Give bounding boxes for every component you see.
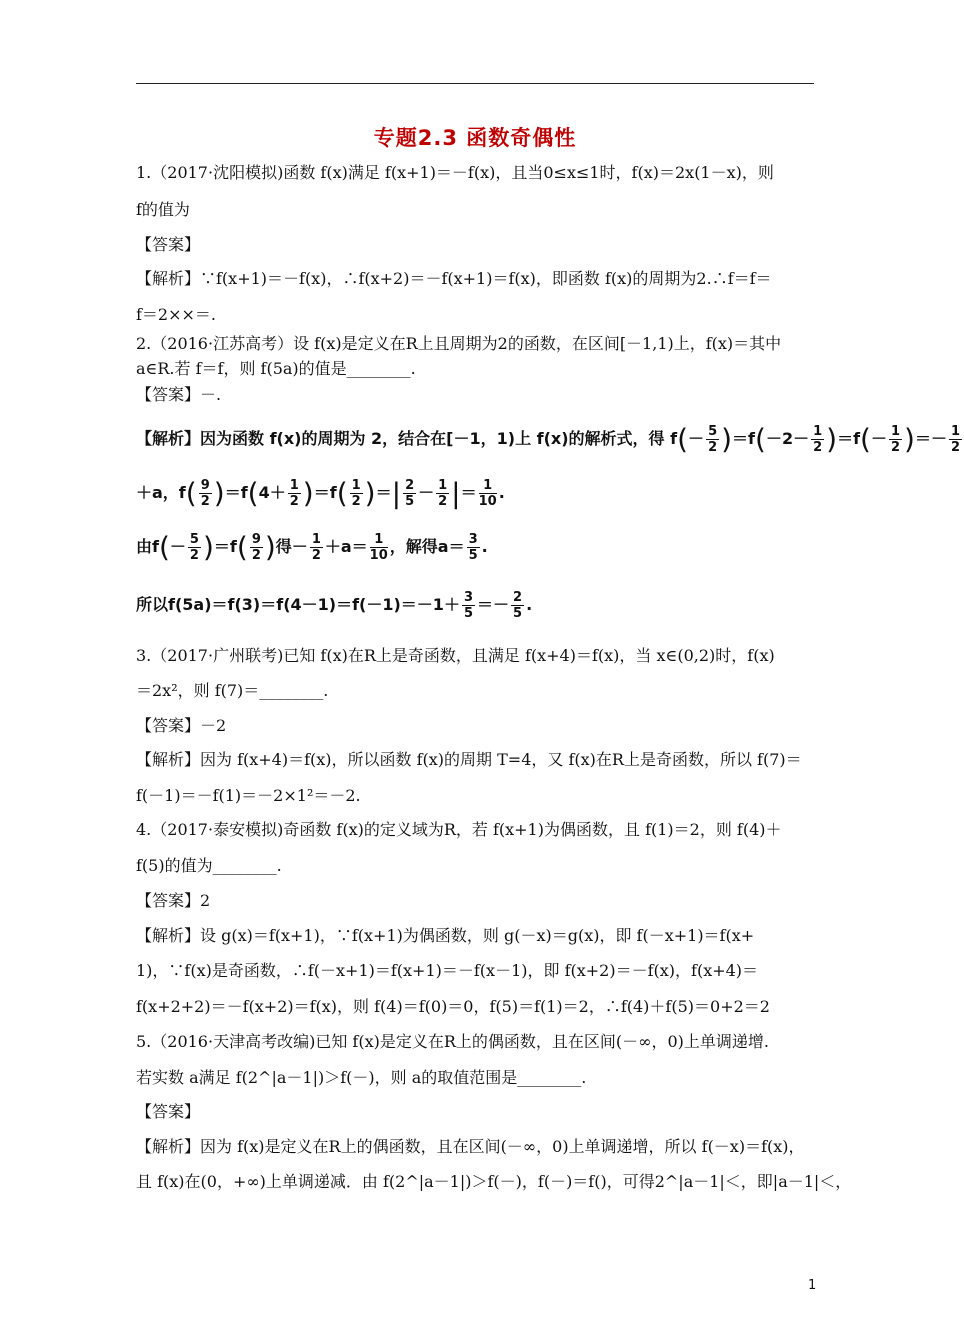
- q5-line-1: 5.（2016·天津高考改编)已知 f(x)是定义在R上的偶函数，且在区间(－∞，0)上单调递增.: [136, 1032, 769, 1051]
- q2-solution-p1: [136, 424, 964, 455]
- q3-solution-line-2: f(－1)＝－f(1)＝－2×1²＝－2.: [136, 786, 361, 805]
- page-number: 1: [808, 1278, 817, 1293]
- q2-line-1: 2.（2016·江苏高考）设 f(x)是定义在R上且周期为2的函数，在区间[－1,1)上，f(x)＝其中: [136, 334, 782, 353]
- q1-solution-line-2: f＝2××＝.: [136, 305, 217, 324]
- q2-solution-p1-math: f(－ $\frac{5}{2}$ )＝f(－2－ $\frac{1}{2}$ )＝f(－ $\frac{1}{2}$ )＝－ $\frac{1}{2}$: [670, 422, 961, 456]
- q2-solution-p1-text: 【解析】因为函数 f(x)的周期为 2，结合在[－1，1)上 f(x)的解析式，得: [136, 429, 665, 448]
- header-rule: [136, 83, 814, 84]
- q5-solution-line-1: 【解析】因为 f(x)是定义在R上的偶函数，且在区间(－∞，0)上单调递增，所以 f(－x)＝f(x)，: [136, 1137, 805, 1156]
- q1-answer: 【答案】: [136, 235, 201, 254]
- q4-answer: 【答案】2: [136, 891, 211, 910]
- q5-solution-line-2: 且 f(x)在(0，+∞)上单调递减．由 f(2^|a－1|)＞f(－)，f(－)＝f()，可得2^|a－1|＜，即|a－1|＜，: [136, 1172, 852, 1191]
- q5-line-2: 若实数 a满足 f(2^|a－1|)＞f(－)，则 a的取值范围是________.: [136, 1068, 587, 1087]
- q2-solution-p2: ＋a，f( $\frac{9}{2}$ )＝f(4＋ $\frac{1}{2}$ )＝f( $\frac{1}{2}$ )＝| $\frac{2}{5}$ － $\frac{1}{2}$ |＝ $\frac{1}{10}$ .: [136, 476, 505, 510]
- q2-answer: 【答案】－.: [136, 385, 222, 404]
- q4-solution-line-1: 【解析】设 g(x)＝f(x+1)，∵f(x+1)为偶函数，则 g(－x)＝g(x)，即 f(－x+1)＝f(x+: [136, 926, 755, 945]
- q3-solution-line-1: 【解析】因为 f(x+4)＝f(x)，所以函数 f(x)的周期 T=4，又 f(x)在R上是奇函数，所以 f(7)＝: [136, 750, 802, 769]
- q4-solution-line-3: f(x+2+2)＝－f(x+2)＝f(x)，则 f(4)＝f(0)＝0，f(5)＝f(1)＝2，∴f(4)＋f(5)＝0+2＝2: [136, 997, 770, 1016]
- q3-answer: 【答案】－2: [136, 716, 227, 735]
- q5-answer: 【答案】: [136, 1102, 201, 1121]
- q1-solution-line-1: 【解析】∵f(x+1)＝－f(x)，∴f(x+2)＝－f(x+1)＝f(x)，即函数 f(x)的周期为2.∴f＝f＝: [136, 269, 772, 288]
- q1-line-1: 1.（2017·沈阳模拟)函数 f(x)满足 f(x+1)＝－f(x)，且当0≤x≤1时，f(x)＝2x(1－x)，则: [136, 163, 774, 182]
- q2-solution-p4: 所以f(5a)＝f(3)＝f(4－1)＝f(－1)＝－1＋ $\frac{3}{5}$ ＝－ $\frac{2}{5}$ .: [136, 590, 533, 621]
- page-title: 专题2.3 函数奇偶性: [373, 126, 577, 150]
- q3-line-1: 3.（2017·广州联考)已知 f(x)在R上是奇函数，且满足 f(x+4)＝f(x)，当 x∈(0,2)时，f(x): [136, 646, 775, 665]
- q3-line-2: ＝2x²，则 f(7)＝________.: [136, 681, 329, 700]
- q2-line-2: a∈R.若 f＝f，则 f(5a)的值是________.: [136, 359, 416, 378]
- q4-line-2: f(5)的值为________.: [136, 856, 282, 875]
- q4-solution-line-2: 1)，∵f(x)是奇函数，∴f(－x+1)＝f(x+1)＝－f(x－1)，即 f(x+2)＝－f(x)，f(x+4)＝: [136, 961, 759, 980]
- q1-line-2: f的值为: [136, 200, 190, 219]
- q2-solution-p3: 由f(－ $\frac{5}{2}$ )＝f( $\frac{9}{2}$ )得－ $\frac{1}{2}$ ＋a＝ $\frac{1}{10}$ ，解得a＝ $\frac{3}{5}$ .: [136, 530, 488, 564]
- q4-line-1: 4.（2017·泰安模拟)奇函数 f(x)的定义域为R，若 f(x+1)为偶函数，且 f(1)＝2，则 f(4)＋: [136, 820, 782, 839]
